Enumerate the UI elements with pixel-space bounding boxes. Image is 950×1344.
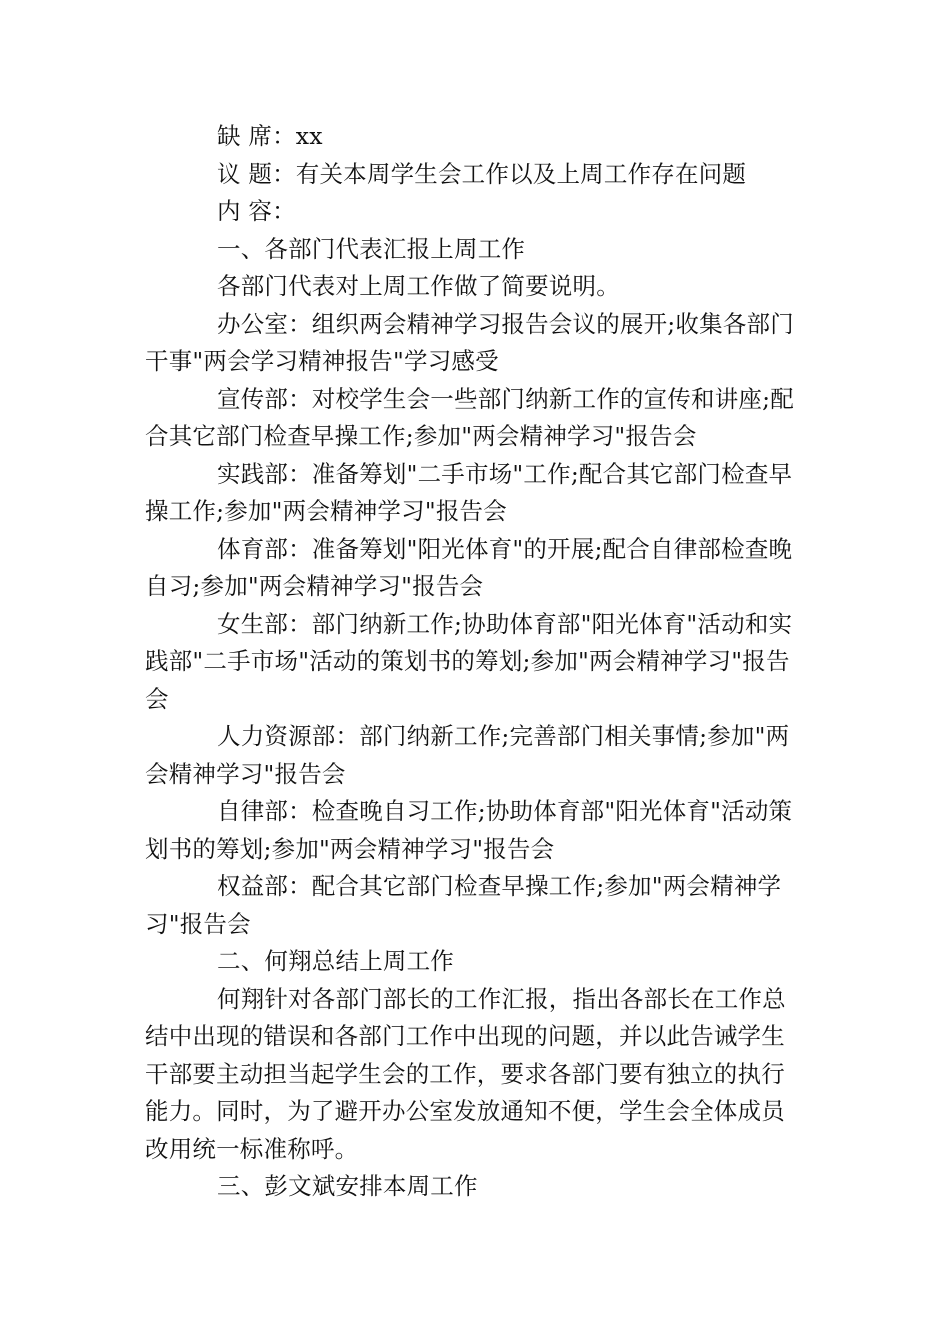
dept-office-report: 办公室：组织两会精神学习报告会议的展开;收集各部门干事"两会学习精神报告"学习感受 (145, 309, 794, 375)
section1-title: 一、各部门代表汇报上周工作 (217, 234, 526, 263)
topic-line: 议 题：有关本周学生会工作以及上周工作存在问题 (217, 159, 747, 188)
section2-title: 二、何翔总结上周工作 (217, 947, 454, 975)
dept-sports-report: 体育部：准备筹划"阳光体育"的开展;配合自律部检查晚自习;参加"两会精神学习"报告会 (145, 534, 793, 600)
dept-publicity-report: 宣传部：对校学生会一些部门纳新工作的宣传和讲座;配合其它部门检查早操工作;参加"两会精神学习"报告会 (145, 384, 794, 450)
dept-female-report: 女生部：部门纳新工作;协助体育部"阳光体育"活动和实践部"二手市场"活动的策划书的筹划;参加"两会精神学习"报告会 (145, 609, 793, 713)
section3-title: 三、彭文斌安排本周工作 (217, 1172, 478, 1200)
dept-discipline-report: 自律部：检查晚自习工作;协助体育部"阳光体育"活动策划书的筹划;参加"两会精神学习"报告会 (145, 797, 793, 863)
document-body (145, 118, 805, 1206)
section1-intro: 各部门代表对上周工作做了简要说明。 (217, 272, 620, 300)
dept-rights-report: 权益部：配合其它部门检查早操工作;参加"两会精神学习"报告会 (145, 872, 782, 938)
absent-line: 缺 席：xx (217, 122, 323, 150)
content-label: 内 容： (217, 197, 296, 225)
dept-hr-report: 人力资源部：部门纳新工作;完善部门相关事情;参加"两会精神学习"报告会 (145, 722, 790, 788)
section2-body: 何翔针对各部门部长的工作汇报，指出各部长在工作总结中出现的错误和各部门工作中出现的问题，并以此告诫学生干部要主动担当起学生会的工作，要求各部门要有独立的执行能力。同时，为了避开办公室发放通知不便，学生会全体成员改用统一标准称呼。 (145, 984, 786, 1163)
dept-practice-report: 实践部：准备筹划"二手市场"工作;配合其它部门检查早操工作;参加"两会精神学习"报告会 (145, 459, 793, 525)
